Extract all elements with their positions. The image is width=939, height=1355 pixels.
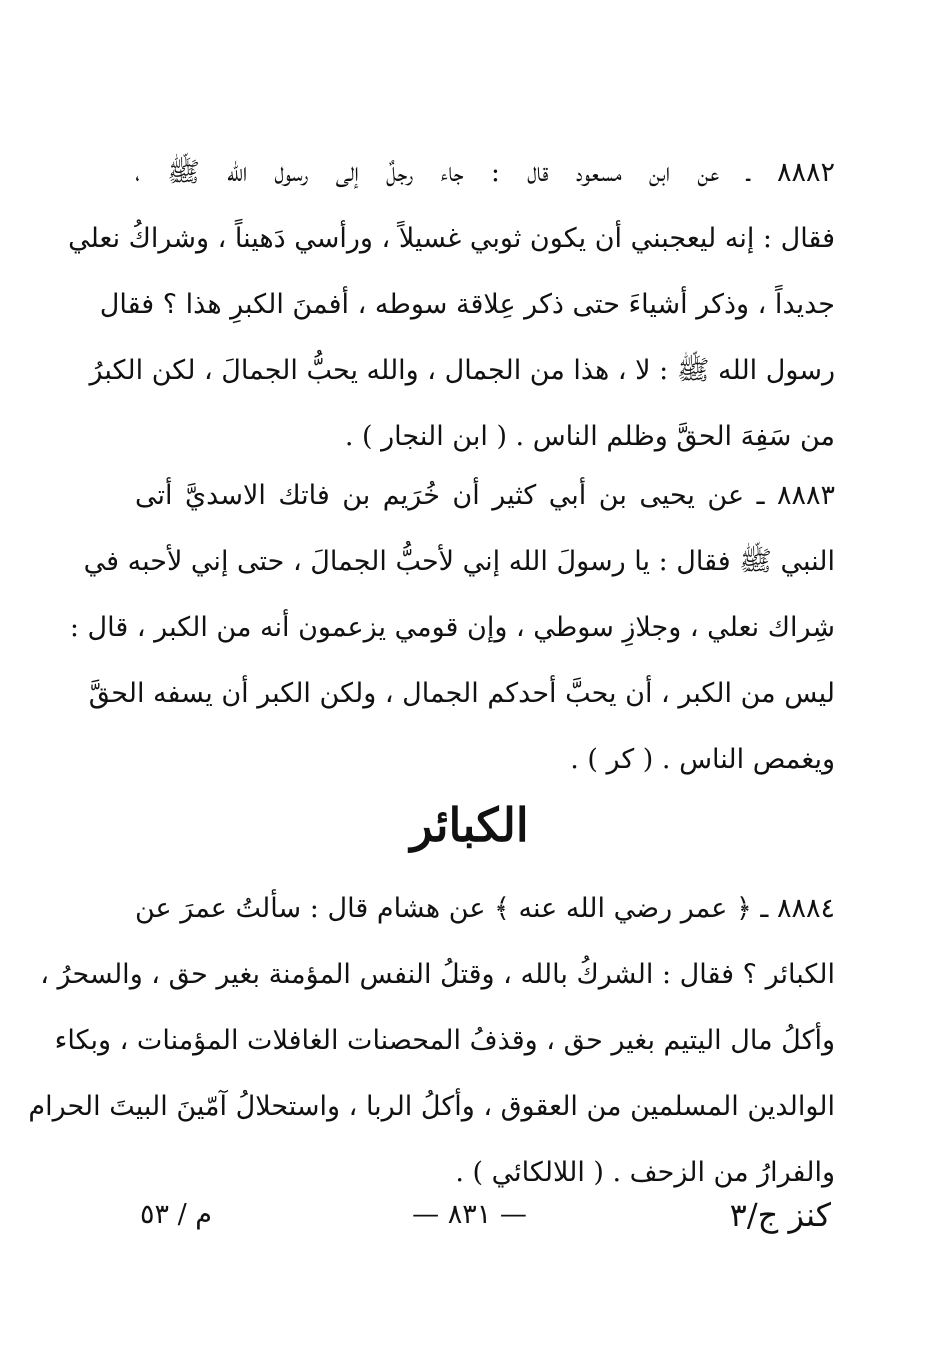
text-line: ٨٨٨٢ ـ عن ابن مسعود قال : جاء رجلٌ إلى رسول الله ﷺ ، (135, 157, 835, 188)
text-line: والفرارُ من الزحف . ( اللالكائي ) . (455, 1157, 835, 1188)
hadith-8883-paragraph (69, 463, 835, 793)
section-heading: الكبائر (410, 798, 529, 852)
text-line: النبي ﷺ فقال : يا رسولَ الله إني لأحبُّ الجمالَ ، حتى إني لأحبه في (83, 546, 835, 577)
text-line: الوالدين المسلمين من العقوق ، وأكلُ الربا ، واستحلالُ آمّينَ البيتَ الحرام (28, 1091, 835, 1122)
hadith-8884-paragraph (28, 876, 835, 1206)
signature-mark: م / ٥٣ (140, 1199, 212, 1230)
text-line: فقال : إنه ليعجبني أن يكون ثوبي غسيلاً ، ورأسي دَهيناً ، وشراكُ نعلي (68, 223, 835, 254)
text-line: ٨٨٨٤ ـ ﴿ عمر رضي الله عنه ﴾ عن هشام قال : سألتُ عمرَ عن (135, 893, 835, 924)
text-line: الكبائر ؟ فقال : الشركُ بالله ، وقتلُ النفس المؤمنة بغير حق ، والسحرُ ، (40, 959, 835, 990)
text-line: ليس من الكبر ، أن يحبَّ أحدكم الجمال ، ولكن الكبر أن يسفه الحقَّ (88, 678, 835, 709)
text-line: جديداً ، وذكر أشياءَ حتى ذكر عِلاقة سوطه ، أفمنَ الكبرِ هذا ؟ فقال (99, 289, 835, 320)
text-line: وأكلُ مال اليتيم بغير حق ، وقذفُ المحصنات الغافلات المؤمنات ، وبكاء (54, 1025, 835, 1056)
hadith-8882-paragraph (68, 140, 835, 470)
text-line: رسول الله ﷺ : لا ، هذا من الجمال ، والله يحبُّ الجمالَ ، لكن الكبرُ (89, 355, 835, 386)
text-line: من سَفِهَ الحقَّ وظلم الناس . ( ابن النجار ) . (344, 421, 835, 452)
text-line: ٨٨٨٣ ـ عن يحيى بن أبي كثير أن خُرَيم بن فاتك الاسديَّ أتى (135, 480, 835, 511)
text-line: ويغمص الناس . ( كر ) . (570, 744, 835, 775)
page-number: — ٨٣١ — (412, 1199, 527, 1230)
volume-reference: كنز ج/٣ (729, 1196, 831, 1234)
text-line: شِراك نعلي ، وجلازِ سوطي ، وإن قومي يزعمون أنه من الكبر ، قال : (69, 612, 835, 643)
